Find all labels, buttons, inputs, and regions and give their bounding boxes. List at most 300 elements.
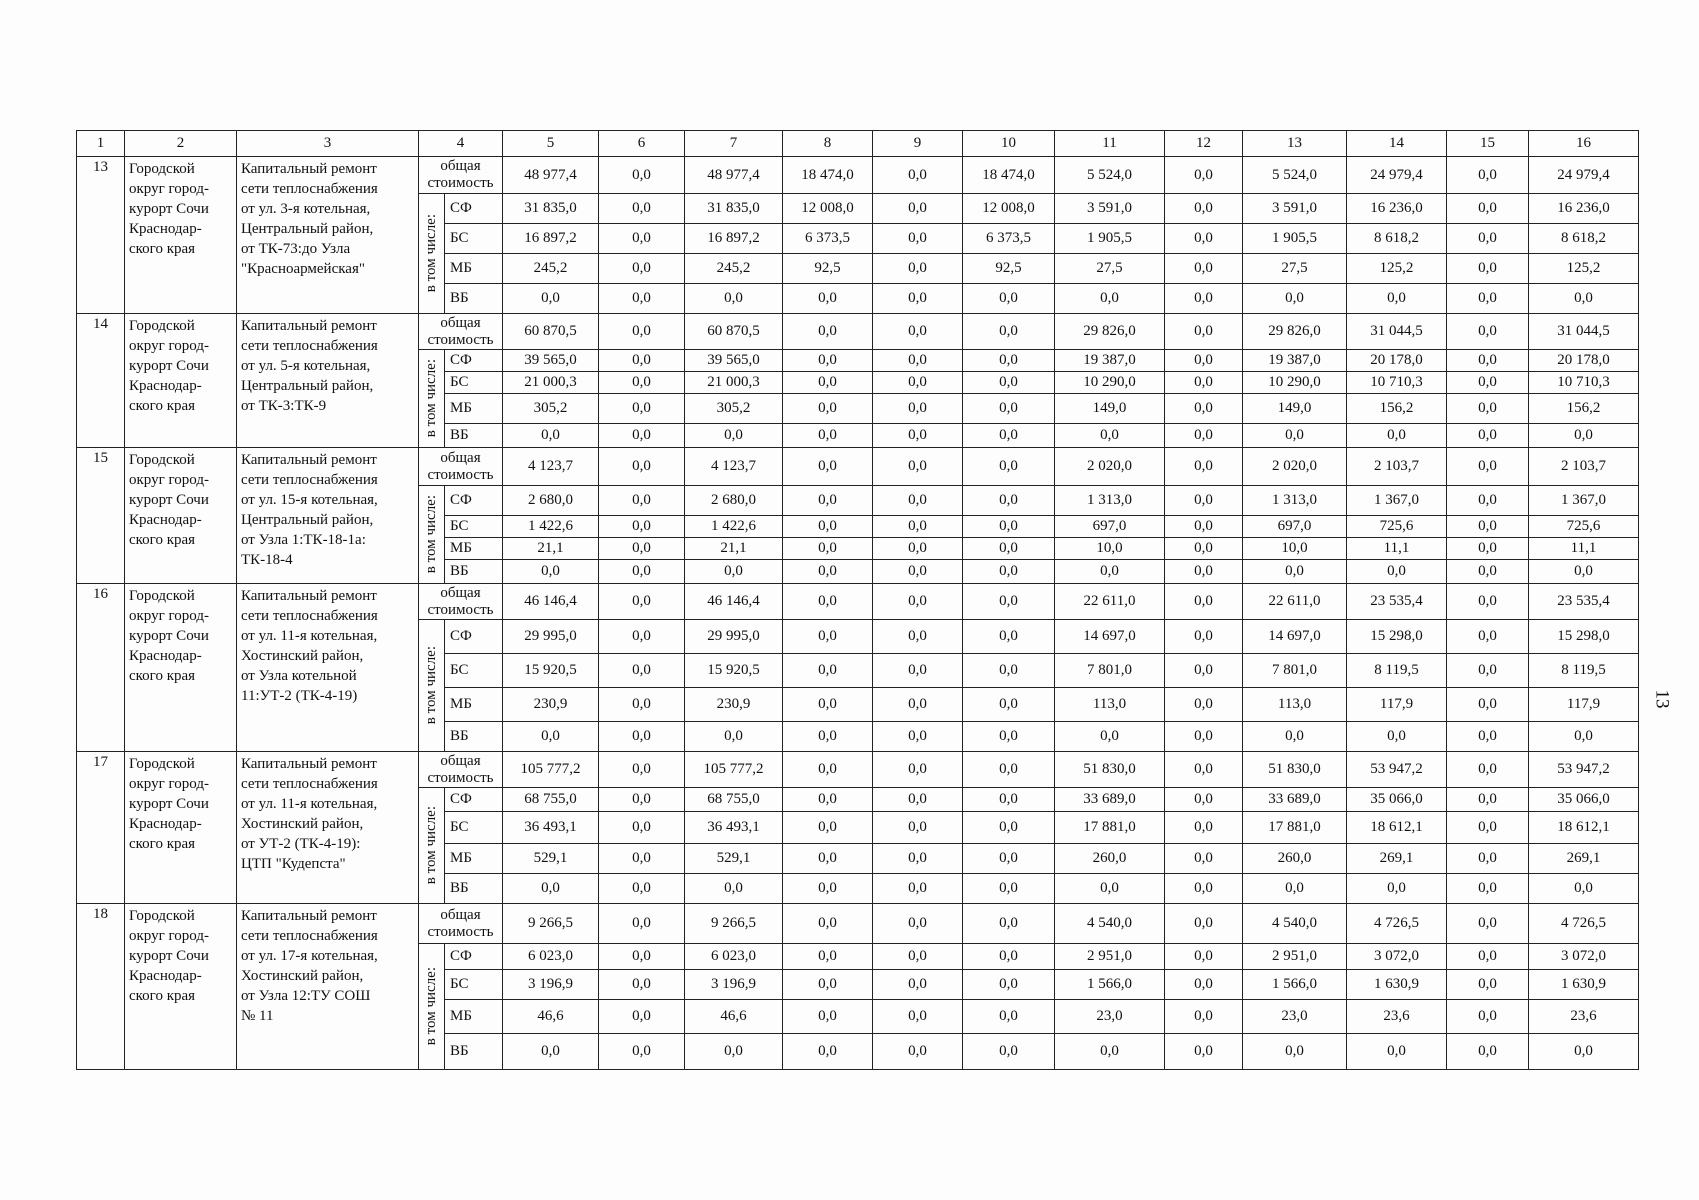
- source-value-cell: 0,0: [1165, 812, 1243, 844]
- total-value-cell: 53 947,2: [1529, 752, 1639, 788]
- source-value-cell: 0,0: [1447, 620, 1529, 654]
- source-value-cell: 3 591,0: [1243, 194, 1347, 224]
- total-cost-label: общая стоимость: [419, 448, 503, 486]
- source-value-cell: 0,0: [1165, 372, 1243, 394]
- source-value-cell: 7 801,0: [1243, 654, 1347, 688]
- source-value-cell: 7 801,0: [1055, 654, 1165, 688]
- source-value-cell: 18 612,1: [1347, 812, 1447, 844]
- source-value-cell: 0,0: [1165, 194, 1243, 224]
- source-value-cell: 1 566,0: [1243, 970, 1347, 1000]
- funding-source-label: СФ: [445, 194, 503, 224]
- source-value-cell: 0,0: [503, 560, 599, 584]
- source-value-cell: 0,0: [1165, 844, 1243, 874]
- source-value-cell: 0,0: [783, 1000, 873, 1034]
- project-description-cell: Капитальный ремонт сети теплоснабжения от ул. 11-я котельная, Хостинский район, от УТ-2 (ТК-4-19): ЦТП "Кудепста": [237, 752, 419, 904]
- breakdown-side-label: [419, 944, 445, 1070]
- source-value-cell: 0,0: [1165, 254, 1243, 284]
- source-value-cell: 35 066,0: [1529, 788, 1639, 812]
- source-value-cell: 0,0: [873, 944, 963, 970]
- source-value-cell: 6 373,5: [783, 224, 873, 254]
- source-value-cell: 0,0: [1447, 284, 1529, 314]
- source-value-cell: 0,0: [599, 486, 685, 516]
- source-value-cell: 6 373,5: [963, 224, 1055, 254]
- source-value-cell: 245,2: [685, 254, 783, 284]
- table-row: [77, 752, 1639, 788]
- source-value-cell: 0,0: [963, 1000, 1055, 1034]
- source-value-cell: 1 367,0: [1347, 486, 1447, 516]
- source-value-cell: 1 367,0: [1529, 486, 1639, 516]
- source-value-cell: 0,0: [599, 194, 685, 224]
- source-value-cell: 305,2: [503, 394, 599, 424]
- source-value-cell: 0,0: [963, 350, 1055, 372]
- source-value-cell: 46,6: [503, 1000, 599, 1034]
- source-value-cell: 8 119,5: [1347, 654, 1447, 688]
- total-value-cell: 0,0: [783, 904, 873, 944]
- source-value-cell: 0,0: [873, 194, 963, 224]
- source-value-cell: 6 023,0: [685, 944, 783, 970]
- total-value-cell: 9 266,5: [503, 904, 599, 944]
- total-cost-label: общая стоимость: [419, 904, 503, 944]
- total-value-cell: 0,0: [599, 314, 685, 350]
- source-value-cell: 0,0: [1529, 722, 1639, 752]
- source-value-cell: 0,0: [873, 516, 963, 538]
- breakdown-side-label: [419, 788, 445, 904]
- column-number: 7: [685, 131, 783, 157]
- breakdown-side-label: [419, 620, 445, 752]
- funding-source-label: ВБ: [445, 874, 503, 904]
- source-value-cell: 0,0: [873, 224, 963, 254]
- source-value-cell: 0,0: [1165, 654, 1243, 688]
- source-value-cell: 0,0: [685, 284, 783, 314]
- source-value-cell: 0,0: [599, 620, 685, 654]
- source-value-cell: 17 881,0: [1243, 812, 1347, 844]
- column-number: 16: [1529, 131, 1639, 157]
- row-number: 17: [77, 752, 125, 904]
- source-value-cell: 0,0: [1165, 874, 1243, 904]
- source-value-cell: 1 422,6: [503, 516, 599, 538]
- source-value-cell: 0,0: [1447, 1034, 1529, 1070]
- source-value-cell: 0,0: [1165, 788, 1243, 812]
- source-value-cell: 0,0: [685, 424, 783, 448]
- source-value-cell: 125,2: [1347, 254, 1447, 284]
- source-value-cell: 0,0: [1165, 284, 1243, 314]
- source-value-cell: 33 689,0: [1243, 788, 1347, 812]
- source-value-cell: 230,9: [685, 688, 783, 722]
- source-value-cell: 0,0: [685, 560, 783, 584]
- source-value-cell: 0,0: [783, 844, 873, 874]
- source-value-cell: 16 236,0: [1347, 194, 1447, 224]
- source-value-cell: 15 920,5: [685, 654, 783, 688]
- source-value-cell: 0,0: [783, 874, 873, 904]
- source-value-cell: 0,0: [599, 372, 685, 394]
- source-value-cell: 0,0: [873, 486, 963, 516]
- source-value-cell: 18 612,1: [1529, 812, 1639, 844]
- source-value-cell: 0,0: [1243, 560, 1347, 584]
- source-value-cell: 0,0: [503, 722, 599, 752]
- source-value-cell: 10 710,3: [1347, 372, 1447, 394]
- source-value-cell: 0,0: [963, 516, 1055, 538]
- source-value-cell: 10 290,0: [1243, 372, 1347, 394]
- project-description-cell: Капитальный ремонт сети теплоснабжения от ул. 3-я котельная, Центральный район, от ТК-73:до Узла "Красноармейская": [237, 157, 419, 314]
- source-value-cell: 0,0: [1165, 538, 1243, 560]
- source-value-cell: 0,0: [1165, 970, 1243, 1000]
- source-value-cell: 0,0: [783, 372, 873, 394]
- total-value-cell: 0,0: [873, 157, 963, 194]
- source-value-cell: 0,0: [963, 944, 1055, 970]
- source-value-cell: 529,1: [503, 844, 599, 874]
- source-value-cell: 6 023,0: [503, 944, 599, 970]
- source-value-cell: 3 072,0: [1347, 944, 1447, 970]
- source-value-cell: 0,0: [963, 722, 1055, 752]
- source-value-cell: 0,0: [1447, 722, 1529, 752]
- funding-table: [76, 130, 1639, 1070]
- source-value-cell: 21 000,3: [503, 372, 599, 394]
- source-value-cell: 0,0: [783, 538, 873, 560]
- total-value-cell: 0,0: [599, 157, 685, 194]
- total-cost-label: общая стоимость: [419, 314, 503, 350]
- source-value-cell: 149,0: [1243, 394, 1347, 424]
- source-value-cell: 19 387,0: [1055, 350, 1165, 372]
- total-value-cell: 4 726,5: [1347, 904, 1447, 944]
- funding-source-label: МБ: [445, 1000, 503, 1034]
- source-value-cell: 16 897,2: [685, 224, 783, 254]
- source-value-cell: 0,0: [873, 654, 963, 688]
- source-value-cell: 0,0: [1447, 350, 1529, 372]
- source-value-cell: 0,0: [963, 284, 1055, 314]
- source-value-cell: 8 618,2: [1529, 224, 1639, 254]
- municipality-cell: Городской округ город- курорт Сочи Краснодар- ского края: [125, 584, 237, 752]
- total-value-cell: 0,0: [963, 448, 1055, 486]
- source-value-cell: 0,0: [783, 350, 873, 372]
- source-value-cell: 0,0: [1447, 970, 1529, 1000]
- source-value-cell: 0,0: [873, 688, 963, 722]
- source-value-cell: 10 710,3: [1529, 372, 1639, 394]
- source-value-cell: 0,0: [963, 486, 1055, 516]
- source-value-cell: 0,0: [599, 1034, 685, 1070]
- source-value-cell: 0,0: [599, 874, 685, 904]
- source-value-cell: 156,2: [1347, 394, 1447, 424]
- source-value-cell: 0,0: [1165, 944, 1243, 970]
- total-value-cell: 0,0: [963, 752, 1055, 788]
- source-value-cell: 3 072,0: [1529, 944, 1639, 970]
- source-value-cell: 0,0: [1447, 944, 1529, 970]
- source-value-cell: 0,0: [1529, 1034, 1639, 1070]
- source-value-cell: 21 000,3: [685, 372, 783, 394]
- source-value-cell: 0,0: [1447, 1000, 1529, 1034]
- source-value-cell: 0,0: [1347, 874, 1447, 904]
- source-value-cell: 0,0: [1347, 1034, 1447, 1070]
- total-value-cell: 0,0: [873, 448, 963, 486]
- source-value-cell: 31 835,0: [685, 194, 783, 224]
- total-value-cell: 51 830,0: [1055, 752, 1165, 788]
- source-value-cell: 27,5: [1243, 254, 1347, 284]
- source-value-cell: 1 313,0: [1243, 486, 1347, 516]
- funding-source-label: МБ: [445, 538, 503, 560]
- source-value-cell: 2 680,0: [685, 486, 783, 516]
- source-value-cell: 21,1: [503, 538, 599, 560]
- source-value-cell: 36 493,1: [503, 812, 599, 844]
- funding-source-label: МБ: [445, 844, 503, 874]
- total-value-cell: 48 977,4: [685, 157, 783, 194]
- source-value-cell: 0,0: [873, 788, 963, 812]
- total-value-cell: 0,0: [1447, 904, 1529, 944]
- row-number: 14: [77, 314, 125, 448]
- total-value-cell: 22 611,0: [1055, 584, 1165, 620]
- funding-source-label: БС: [445, 372, 503, 394]
- source-value-cell: 0,0: [873, 1000, 963, 1034]
- source-value-cell: 0,0: [599, 970, 685, 1000]
- source-value-cell: 0,0: [1447, 254, 1529, 284]
- source-value-cell: 2 951,0: [1055, 944, 1165, 970]
- source-value-cell: 0,0: [1165, 424, 1243, 448]
- funding-source-label: БС: [445, 654, 503, 688]
- source-value-cell: 16 897,2: [503, 224, 599, 254]
- source-value-cell: 0,0: [599, 350, 685, 372]
- total-value-cell: 0,0: [1447, 157, 1529, 194]
- source-value-cell: 269,1: [1347, 844, 1447, 874]
- table-row: [77, 584, 1639, 620]
- source-value-cell: 0,0: [1447, 538, 1529, 560]
- source-value-cell: 3 196,9: [503, 970, 599, 1000]
- source-value-cell: 0,0: [599, 224, 685, 254]
- source-value-cell: 0,0: [1165, 1000, 1243, 1034]
- total-value-cell: 9 266,5: [685, 904, 783, 944]
- source-value-cell: 0,0: [503, 874, 599, 904]
- source-value-cell: 12 008,0: [963, 194, 1055, 224]
- source-value-cell: 29 995,0: [685, 620, 783, 654]
- project-description-cell: Капитальный ремонт сети теплоснабжения от ул. 5-я котельная, Центральный район, от ТК-3:ТК-9: [237, 314, 419, 448]
- source-value-cell: 0,0: [1529, 284, 1639, 314]
- source-value-cell: 0,0: [783, 560, 873, 584]
- source-value-cell: 0,0: [1165, 394, 1243, 424]
- source-value-cell: 269,1: [1529, 844, 1639, 874]
- column-number: 14: [1347, 131, 1447, 157]
- source-value-cell: 23,0: [1055, 1000, 1165, 1034]
- source-value-cell: 0,0: [963, 874, 1055, 904]
- source-value-cell: 3 591,0: [1055, 194, 1165, 224]
- funding-source-label: ВБ: [445, 424, 503, 448]
- source-value-cell: 33 689,0: [1055, 788, 1165, 812]
- source-value-cell: 260,0: [1243, 844, 1347, 874]
- source-value-cell: 46,6: [685, 1000, 783, 1034]
- row-number: 18: [77, 904, 125, 1070]
- source-value-cell: 10 290,0: [1055, 372, 1165, 394]
- source-value-cell: 0,0: [1165, 620, 1243, 654]
- total-value-cell: 60 870,5: [685, 314, 783, 350]
- source-value-cell: 0,0: [963, 538, 1055, 560]
- source-value-cell: 11,1: [1529, 538, 1639, 560]
- source-value-cell: 0,0: [873, 812, 963, 844]
- total-value-cell: 0,0: [599, 904, 685, 944]
- total-value-cell: 18 474,0: [783, 157, 873, 194]
- total-value-cell: 0,0: [783, 314, 873, 350]
- source-value-cell: 725,6: [1347, 516, 1447, 538]
- source-value-cell: 0,0: [963, 424, 1055, 448]
- row-number: 13: [77, 157, 125, 314]
- funding-source-label: БС: [445, 516, 503, 538]
- source-value-cell: 0,0: [1055, 424, 1165, 448]
- source-value-cell: 92,5: [783, 254, 873, 284]
- total-value-cell: 5 524,0: [1055, 157, 1165, 194]
- total-value-cell: 4 540,0: [1055, 904, 1165, 944]
- source-value-cell: 0,0: [873, 620, 963, 654]
- funding-source-label: МБ: [445, 688, 503, 722]
- source-value-cell: 0,0: [599, 424, 685, 448]
- source-value-cell: 23,6: [1529, 1000, 1639, 1034]
- source-value-cell: 23,0: [1243, 1000, 1347, 1034]
- source-value-cell: 0,0: [783, 970, 873, 1000]
- funding-source-label: СФ: [445, 788, 503, 812]
- column-number: 2: [125, 131, 237, 157]
- source-value-cell: 20 178,0: [1529, 350, 1639, 372]
- source-value-cell: 0,0: [873, 254, 963, 284]
- breakdown-label-text: в том числе:: [423, 214, 439, 293]
- table-row: [77, 157, 1639, 194]
- funding-source-label: ВБ: [445, 560, 503, 584]
- source-value-cell: 0,0: [873, 560, 963, 584]
- funding-source-label: СФ: [445, 620, 503, 654]
- source-value-cell: 529,1: [685, 844, 783, 874]
- source-value-cell: 0,0: [1055, 284, 1165, 314]
- source-value-cell: 117,9: [1529, 688, 1639, 722]
- total-cost-label: общая стоимость: [419, 752, 503, 788]
- source-value-cell: 0,0: [1243, 1034, 1347, 1070]
- funding-source-label: ВБ: [445, 284, 503, 314]
- source-value-cell: 1 422,6: [685, 516, 783, 538]
- column-number: 6: [599, 131, 685, 157]
- source-value-cell: 0,0: [599, 944, 685, 970]
- source-value-cell: 0,0: [963, 372, 1055, 394]
- source-value-cell: 2 951,0: [1243, 944, 1347, 970]
- source-value-cell: 0,0: [1447, 788, 1529, 812]
- total-value-cell: 31 044,5: [1529, 314, 1639, 350]
- source-value-cell: 0,0: [1447, 516, 1529, 538]
- source-value-cell: 0,0: [1447, 372, 1529, 394]
- source-value-cell: 0,0: [1347, 722, 1447, 752]
- source-value-cell: 20 178,0: [1347, 350, 1447, 372]
- source-value-cell: 0,0: [599, 394, 685, 424]
- row-number: 16: [77, 584, 125, 752]
- source-value-cell: 0,0: [1447, 394, 1529, 424]
- column-number: 12: [1165, 131, 1243, 157]
- source-value-cell: 0,0: [783, 688, 873, 722]
- source-value-cell: 117,9: [1347, 688, 1447, 722]
- source-value-cell: 0,0: [1165, 688, 1243, 722]
- funding-source-label: БС: [445, 224, 503, 254]
- source-value-cell: 0,0: [1165, 722, 1243, 752]
- total-value-cell: 0,0: [599, 752, 685, 788]
- total-value-cell: 0,0: [1447, 752, 1529, 788]
- total-value-cell: 18 474,0: [963, 157, 1055, 194]
- source-value-cell: 0,0: [1447, 812, 1529, 844]
- municipality-cell: Городской округ город- курорт Сочи Краснодар- ского края: [125, 752, 237, 904]
- source-value-cell: 697,0: [1243, 516, 1347, 538]
- source-value-cell: 0,0: [1165, 1034, 1243, 1070]
- column-number-header: [77, 131, 1639, 157]
- source-value-cell: 1 566,0: [1055, 970, 1165, 1000]
- total-value-cell: 5 524,0: [1243, 157, 1347, 194]
- source-value-cell: 0,0: [783, 944, 873, 970]
- source-value-cell: 1 630,9: [1347, 970, 1447, 1000]
- source-value-cell: 725,6: [1529, 516, 1639, 538]
- total-value-cell: 0,0: [1447, 448, 1529, 486]
- funding-source-label: ВБ: [445, 1034, 503, 1070]
- source-value-cell: 0,0: [685, 1034, 783, 1070]
- source-value-cell: 0,0: [1447, 194, 1529, 224]
- source-value-cell: 0,0: [599, 654, 685, 688]
- source-value-cell: 0,0: [963, 812, 1055, 844]
- source-value-cell: 0,0: [1055, 1034, 1165, 1070]
- funding-source-label: СФ: [445, 944, 503, 970]
- source-value-cell: 0,0: [1447, 654, 1529, 688]
- total-value-cell: 2 020,0: [1243, 448, 1347, 486]
- source-value-cell: 23,6: [1347, 1000, 1447, 1034]
- funding-source-label: ВБ: [445, 722, 503, 752]
- source-value-cell: 230,9: [503, 688, 599, 722]
- total-value-cell: 0,0: [1165, 584, 1243, 620]
- total-value-cell: 29 826,0: [1055, 314, 1165, 350]
- source-value-cell: 0,0: [599, 812, 685, 844]
- table-row: [77, 314, 1639, 350]
- source-value-cell: 36 493,1: [685, 812, 783, 844]
- column-number: 10: [963, 131, 1055, 157]
- source-value-cell: 0,0: [783, 722, 873, 752]
- municipality-cell: Городской округ город- курорт Сочи Краснодар- ского края: [125, 448, 237, 584]
- breakdown-label-text: в том числе:: [423, 495, 439, 574]
- source-value-cell: 8 119,5: [1529, 654, 1639, 688]
- source-value-cell: 0,0: [783, 620, 873, 654]
- total-value-cell: 0,0: [873, 314, 963, 350]
- source-value-cell: 156,2: [1529, 394, 1639, 424]
- source-value-cell: 0,0: [503, 1034, 599, 1070]
- total-value-cell: 2 103,7: [1347, 448, 1447, 486]
- source-value-cell: 0,0: [1165, 560, 1243, 584]
- total-value-cell: 24 979,4: [1347, 157, 1447, 194]
- source-value-cell: 0,0: [963, 788, 1055, 812]
- total-value-cell: 2 020,0: [1055, 448, 1165, 486]
- source-value-cell: 14 697,0: [1055, 620, 1165, 654]
- source-value-cell: 1 905,5: [1243, 224, 1347, 254]
- source-value-cell: 0,0: [873, 372, 963, 394]
- column-number: 3: [237, 131, 419, 157]
- page-number: 13: [1651, 689, 1673, 709]
- source-value-cell: 0,0: [1529, 424, 1639, 448]
- total-value-cell: 23 535,4: [1347, 584, 1447, 620]
- total-value-cell: 22 611,0: [1243, 584, 1347, 620]
- total-value-cell: 0,0: [1165, 157, 1243, 194]
- source-value-cell: 0,0: [963, 394, 1055, 424]
- table-row: [77, 904, 1639, 944]
- breakdown-label-text: в том числе:: [423, 806, 439, 885]
- source-value-cell: 149,0: [1055, 394, 1165, 424]
- funding-source-label: БС: [445, 970, 503, 1000]
- source-value-cell: 113,0: [1055, 688, 1165, 722]
- source-value-cell: 245,2: [503, 254, 599, 284]
- source-value-cell: 0,0: [873, 424, 963, 448]
- total-value-cell: 0,0: [1165, 314, 1243, 350]
- source-value-cell: 0,0: [873, 538, 963, 560]
- total-value-cell: 23 535,4: [1529, 584, 1639, 620]
- source-value-cell: 19 387,0: [1243, 350, 1347, 372]
- source-value-cell: 0,0: [1165, 350, 1243, 372]
- total-value-cell: 51 830,0: [1243, 752, 1347, 788]
- source-value-cell: 0,0: [783, 486, 873, 516]
- source-value-cell: 39 565,0: [503, 350, 599, 372]
- funding-source-label: МБ: [445, 394, 503, 424]
- source-value-cell: 0,0: [1447, 560, 1529, 584]
- source-value-cell: 0,0: [963, 620, 1055, 654]
- total-value-cell: 0,0: [783, 752, 873, 788]
